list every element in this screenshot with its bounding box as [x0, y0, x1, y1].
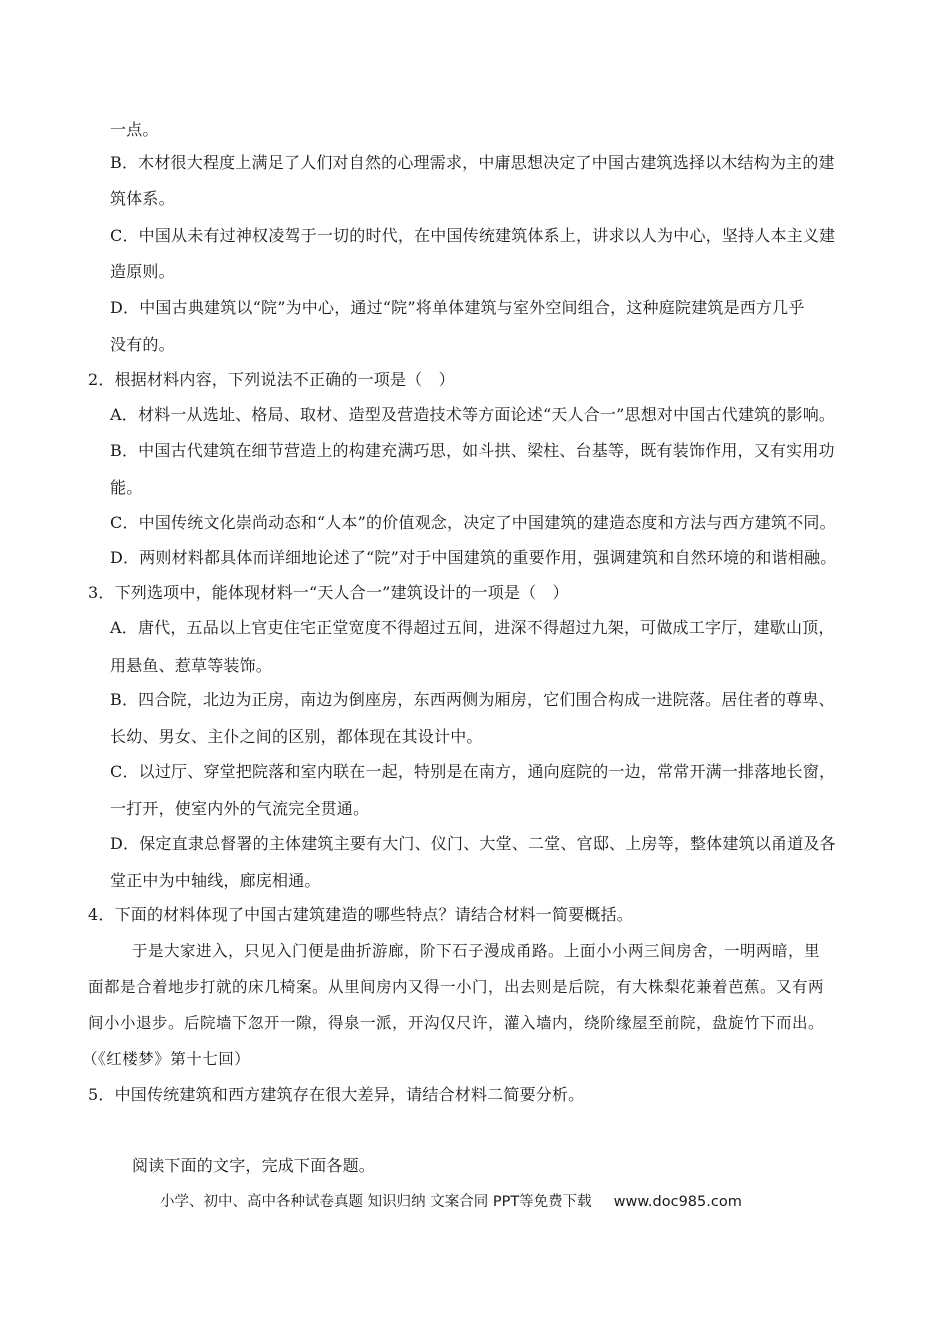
- q3-option-c-line1: C．以过厅、穿堂把院落和室内联在一起，特别是在南方，通向庭院的一边，常常开满一排落地长窗，: [110, 762, 836, 781]
- q3-option-b-line1: B．四合院，北边为正房，南边为倒座房，东西两侧为厢房，它们围合构成一进院落。居住者的尊卑、: [110, 690, 835, 709]
- q3-option-d-line2: 堂正中为中轴线，廊庑相通。: [110, 871, 321, 890]
- q2-option-b-line2: 能。: [110, 478, 143, 497]
- q4-passage-line1: 于是大家进入，只见入门便是曲折游廊，阶下石子漫成甬路。上面小小两三间房舍，一明两暗，里: [132, 942, 821, 960]
- q1-option-c-line1: C．中国从未有过神权凌驾于一切的时代，在中国传统建筑体系上，讲求以人为中心，坚持人本主义建: [110, 226, 836, 245]
- q2-option-b-line1: B．中国古代建筑在细节营造上的构建充满巧思，如斗拱、梁柱、台基等，既有装饰作用，又有实用功: [110, 441, 835, 460]
- q5-stem: 5．中国传统建筑和西方建筑存在很大差异，请结合材料二简要分析。: [88, 1085, 585, 1104]
- q1-option-d-line2: 没有的。: [110, 335, 175, 354]
- q1-option-a-continuation: 一点。: [110, 120, 159, 139]
- q3-option-d-line1: D．保定直隶总督署的主体建筑主要有大门、仪门、大堂、二堂、官邸、上房等，整体建筑以甬道及各: [110, 834, 836, 853]
- q3-option-c-line2: 一打开，使室内外的气流完全贯通。: [110, 799, 370, 818]
- q4-passage-line2: 面都是合着地步打就的床几椅案。从里间房内又得一小门，出去则是后院，有大株梨花兼着芭蕉。又有两: [88, 978, 825, 996]
- section-intro: 阅读下面的文字，完成下面各题。: [132, 1156, 376, 1175]
- q1-option-d-line1: D．中国古典建筑以“院”为中心，通过“院”将单体建筑与室外空间组合，这种庭院建筑是西方几乎: [110, 298, 805, 317]
- q3-stem: 3．下列选项中，能体现材料一“天人合一”建筑设计的一项是（ ）: [88, 583, 569, 602]
- q2-option-d: D．两则材料都具体而详细地论述了“院”对于中国建筑的重要作用，强调建筑和自然环境的和谐相融。: [110, 548, 837, 567]
- q2-option-c: C．中国传统文化崇尚动态和“人本”的价值观念，决定了中国建筑的建造态度和方法与西方建筑不同。: [110, 513, 836, 532]
- footer-text: 小学、初中、高中各种试卷真题 知识归纳 文案合同 PPT等免费下载: [160, 1194, 592, 1210]
- page-footer: [160, 1192, 742, 1212]
- q3-option-a-line1: A．唐代，五品以上官吏住宅正堂宽度不得超过五间，进深不得超过九架，可做成工字厅，建歇山顶，: [110, 618, 835, 637]
- q4-stem: 4．下面的材料体现了中国古建筑建造的哪些特点？请结合材料一简要概括。: [88, 905, 633, 924]
- q3-option-a-line2: 用悬鱼、惹草等装饰。: [110, 656, 273, 675]
- q3-option-b-line2: 长幼、男女、主仆之间的区别，都体现在其设计中。: [110, 727, 483, 746]
- q4-passage-source: （《红楼梦》第十七回）: [82, 1050, 251, 1068]
- q2-option-a: A．材料一从选址、格局、取材、造型及营造技术等方面论述“天人合一”思想对中国古代建筑的影响。: [110, 405, 836, 424]
- q1-option-b-line2: 筑体系。: [110, 189, 175, 208]
- q1-option-b-line1: B．木材很大程度上满足了人们对自然的心理需求，中庸思想决定了中国古建筑选择以木结构为主的建: [110, 153, 835, 172]
- q2-stem: 2．根据材料内容，下列说法不正确的一项是（ ）: [88, 370, 455, 389]
- q4-passage-line3: 间小小退步。后院墙下忽开一隙，得泉一派，开沟仅尺许，灌入墙内，绕阶缘屋至前院，盘旋竹下而出。: [88, 1014, 825, 1032]
- footer-url[interactable]: www.doc985.com: [613, 1194, 742, 1210]
- q1-option-c-line2: 造原则。: [110, 262, 175, 281]
